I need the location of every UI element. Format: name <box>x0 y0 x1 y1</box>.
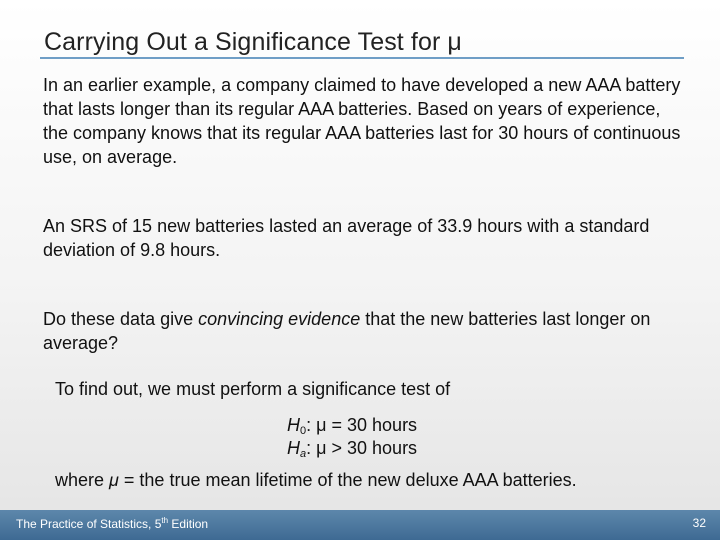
alternative-hypothesis-letter: H <box>287 438 300 458</box>
paragraph-test-intro: To find out, we must perform a significance test of <box>55 379 451 399</box>
question-emphasis: convincing evidence <box>198 309 361 329</box>
page-number: 32 <box>692 516 706 530</box>
paragraph-sample: An SRS of 15 new batteries lasted an average of 33.9 hours with a standard deviation of 9.8 hours. <box>43 216 650 260</box>
alternative-hypothesis-text: : μ > 30 hours <box>306 438 418 458</box>
definition-rest: = the true mean lifetime of the new deluxe AAA batteries. <box>118 470 577 490</box>
paragraph-context: In an earlier example, a company claimed to have developed a new AAA battery that lasts longer than its regular AAA batteries. Based on years of experience, the company knows that its regular AAA batteries last for 30 hours of continuous use, on average. <box>43 75 681 167</box>
footer-book-title <box>16 516 208 531</box>
paragraph-parameter-definition <box>55 468 695 492</box>
slide-title <box>44 28 462 57</box>
footer-book-superscript: th <box>161 516 169 525</box>
question-text-start: Do these data give <box>43 309 199 329</box>
alternative-hypothesis-subscript: a <box>300 448 307 460</box>
alternative-hypothesis <box>287 437 417 465</box>
slide-title-text: Carrying Out a Significance Test for μ <box>44 28 462 56</box>
null-hypothesis-text: : μ = 30 hours <box>306 415 418 435</box>
null-hypothesis-subscript: 0 <box>300 425 307 437</box>
null-hypothesis-letter: H <box>287 415 300 435</box>
footer-book-name: The Practice of Statistics, 5 <box>16 517 162 531</box>
question-text-end: that the new batteries last longer on average? <box>43 309 651 353</box>
paragraph-question <box>43 307 683 355</box>
footer-bar <box>0 510 720 540</box>
title-underline <box>40 57 684 59</box>
definition-prefix: where <box>55 470 110 490</box>
footer-book-edition: Edition <box>168 517 209 531</box>
definition-mu: μ <box>109 470 119 490</box>
